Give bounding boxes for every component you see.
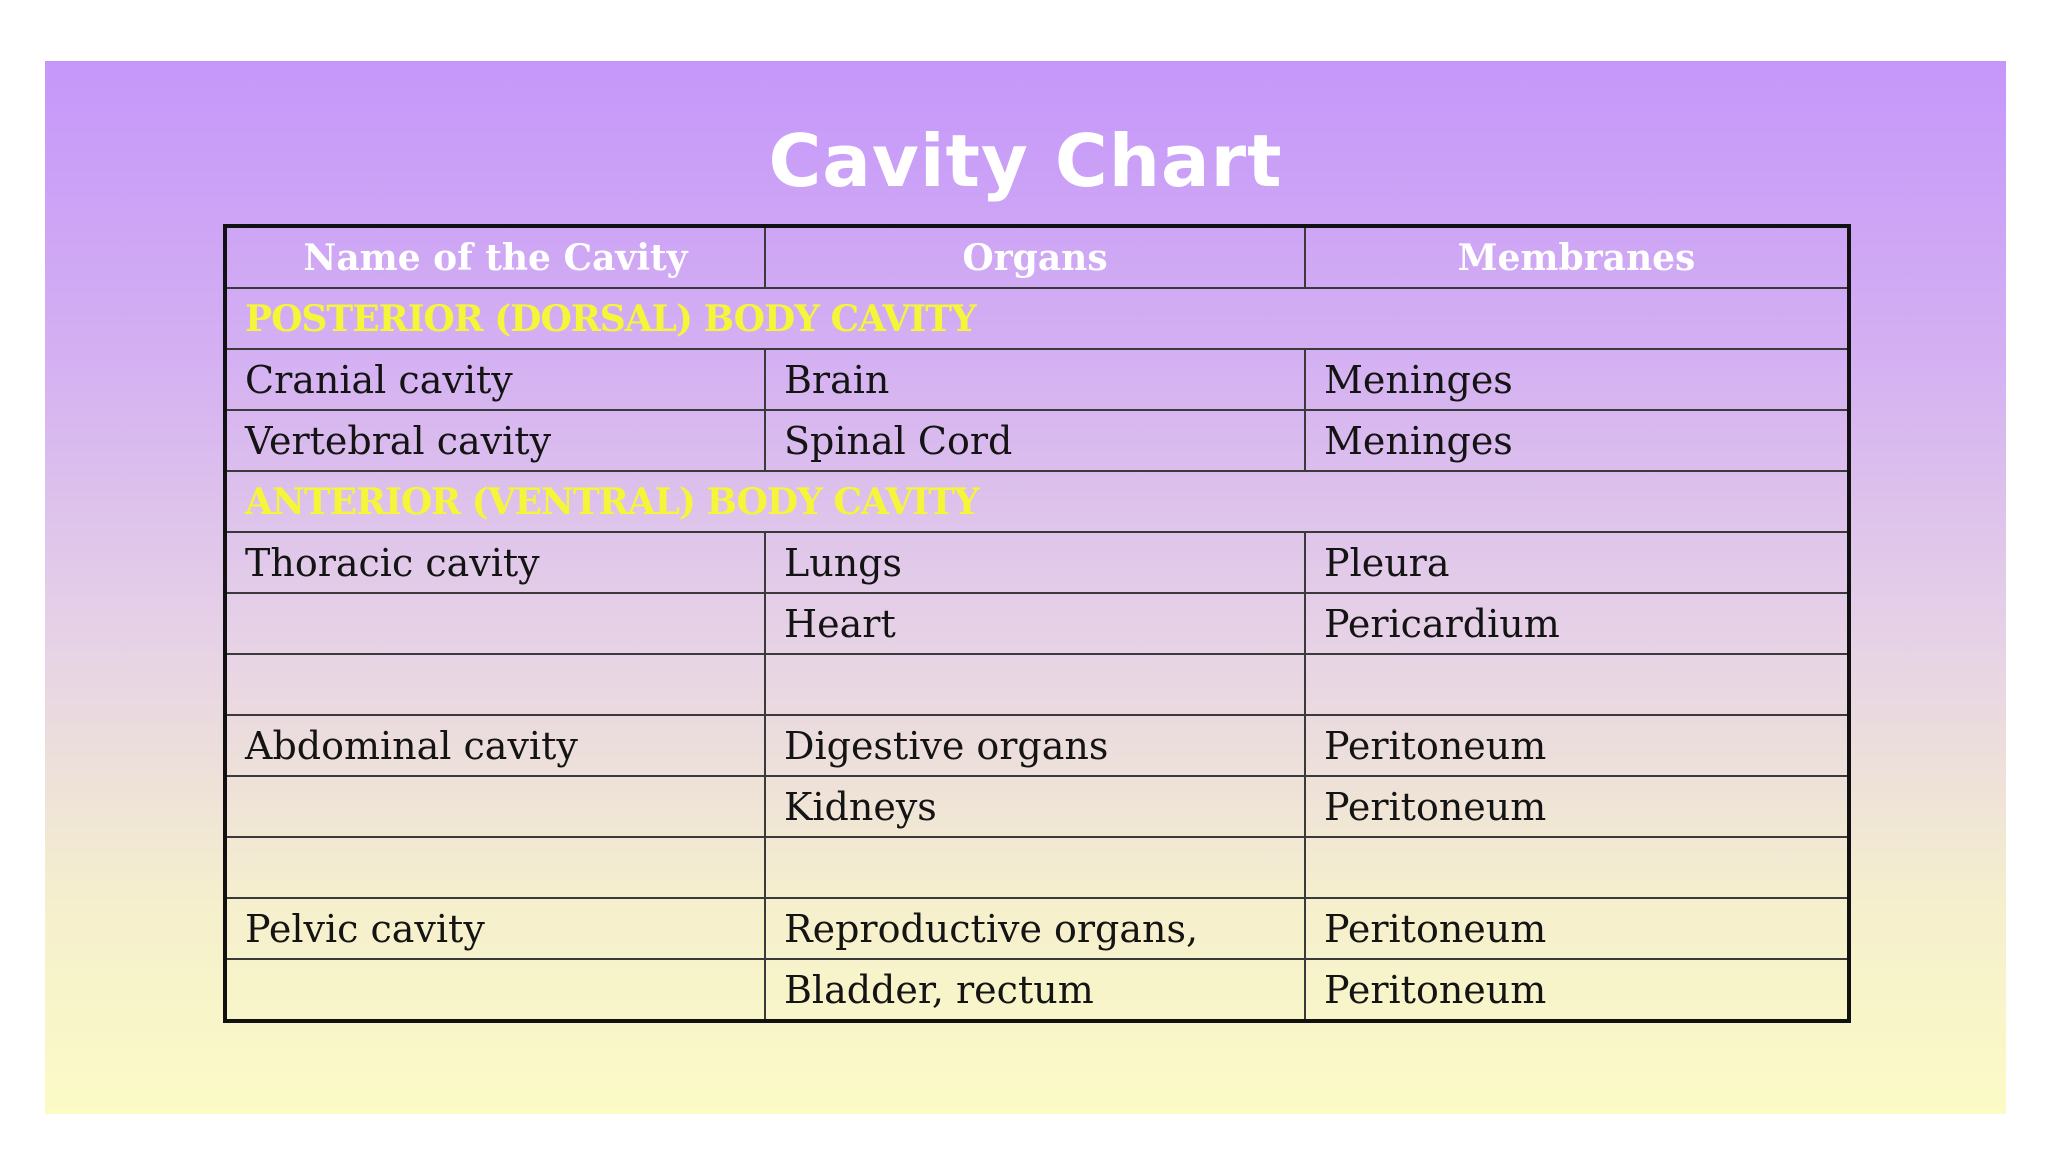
table-row (225, 654, 1849, 715)
column-header-organs: Organs (765, 226, 1305, 288)
membranes-cell: Peritoneum (1305, 715, 1849, 776)
cavity-cell (225, 654, 765, 715)
slide-title: Cavity Chart (768, 119, 1283, 203)
organs-cell (765, 654, 1305, 715)
table-row (225, 593, 1849, 654)
membranes-cell: Pericardium (1305, 593, 1849, 654)
cavity-cell (225, 959, 765, 1021)
cavity-cell: Thoracic cavity (225, 532, 765, 593)
organs-cell: Lungs (765, 532, 1305, 593)
table-row (225, 349, 1849, 410)
membranes-cell: Peritoneum (1305, 776, 1849, 837)
cavity-cell: Abdominal cavity (225, 715, 765, 776)
organs-cell: Spinal Cord (765, 410, 1305, 471)
organs-cell: Digestive organs (765, 715, 1305, 776)
slide (45, 61, 2006, 1114)
cavity-cell: Cranial cavity (225, 349, 765, 410)
membranes-cell (1305, 654, 1849, 715)
cavity-cell (225, 776, 765, 837)
organs-cell: Bladder, rectum (765, 959, 1305, 1021)
table-row (225, 776, 1849, 837)
section-row-posterior (225, 288, 1849, 349)
membranes-cell: Pleura (1305, 532, 1849, 593)
table-row (225, 715, 1849, 776)
membranes-cell (1305, 837, 1849, 898)
cavity-cell: Pelvic cavity (225, 898, 765, 959)
table-row (225, 837, 1849, 898)
membranes-cell: Peritoneum (1305, 898, 1849, 959)
membranes-cell: Peritoneum (1305, 959, 1849, 1021)
column-header-cavity: Name of the Cavity (225, 226, 765, 288)
table-row (225, 959, 1849, 1021)
organs-cell: Reproductive organs, (765, 898, 1305, 959)
organs-cell: Heart (765, 593, 1305, 654)
membranes-cell: Meninges (1305, 410, 1849, 471)
membranes-cell: Meninges (1305, 349, 1849, 410)
section-row-anterior (225, 471, 1849, 532)
table-header-row (225, 226, 1849, 288)
organs-cell (765, 837, 1305, 898)
column-header-membranes: Membranes (1305, 226, 1849, 288)
table-row (225, 898, 1849, 959)
cavity-cell (225, 837, 765, 898)
cavity-table (223, 224, 1851, 1023)
cavity-cell (225, 593, 765, 654)
organs-cell: Brain (765, 349, 1305, 410)
table-row (225, 532, 1849, 593)
section-heading: POSTERIOR (DORSAL) BODY CAVITY (225, 288, 1849, 349)
section-heading: ANTERIOR (VENTRAL) BODY CAVITY (225, 471, 1849, 532)
organs-cell: Kidneys (765, 776, 1305, 837)
cavity-cell: Vertebral cavity (225, 410, 765, 471)
table-row (225, 410, 1849, 471)
